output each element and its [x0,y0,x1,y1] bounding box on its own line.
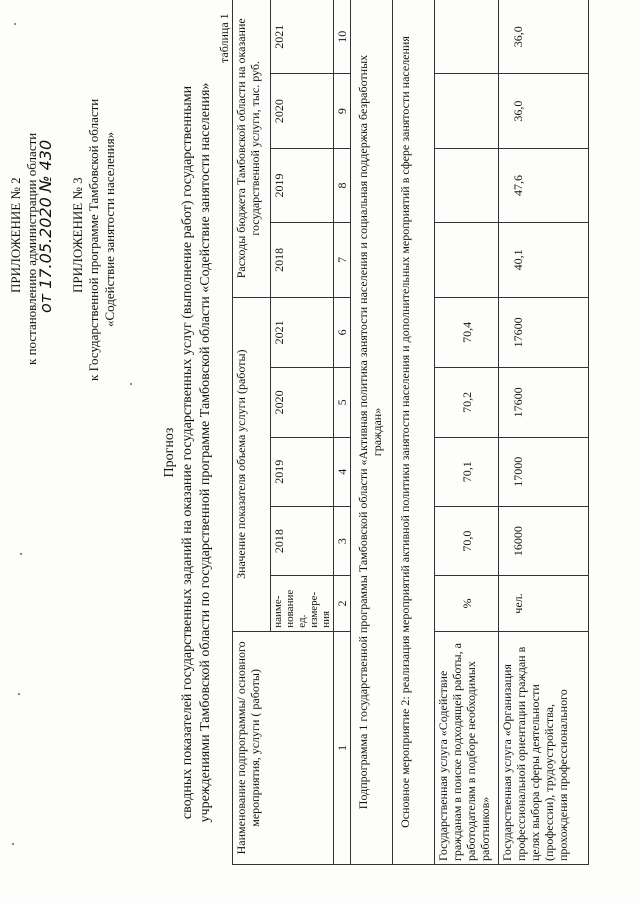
subprogram-row [351,0,393,865]
expense-cell: 47,6 [499,148,589,222]
scan-speck [130,383,132,385]
expense-cell: 36,0 [499,74,589,148]
value-cell: 17600 [499,297,589,368]
expense-cell: 40,1 [499,223,589,297]
expense-cell [435,0,499,74]
appendix3-program: «Содействие занятости населения» [102,131,117,327]
scan-speck [18,693,20,695]
value-cell: 16000 [499,506,589,575]
column-number: 8 [334,148,351,222]
unit-cell: чел. [499,576,589,631]
column-number: 3 [334,506,351,575]
scan-speck [12,843,14,845]
header-year-cell: 2018 [271,506,334,575]
header-year-cell: 2020 [271,368,334,437]
header-year-cell: 2021 [271,297,334,368]
header-expenses-cell: Расходы бюджета Тамбовской области на оказание государственной услуги, тыс. руб. [233,0,271,297]
table-label: таблица 1 [217,13,231,63]
appendix3-reference: к Государственной программе Тамбовской области [86,98,101,381]
subprogram-cell: Подпрограмма 1 государственной программы Тамбовской области «Активная политика занятости населения и социальная поддержка безработных граждан» [351,0,393,865]
main-activity-cell: Основное мероприятие 2: реализация мероприятий активной политики занятости населения и дополнительных мероприятий в сфере занятости населения [393,0,435,865]
column-number: 1 [334,631,351,864]
header-year-cell: 2018 [271,223,334,297]
header-year-cell: 2020 [271,74,334,148]
expense-cell [435,148,499,222]
service-name-cell: Государственная услуга «Содействие гражданам в поиске подходящей работы, а работодателям в подборе необходимых работников» [435,631,499,864]
column-number: 7 [334,223,351,297]
header-indicator-cell: Значение показателя объема услуги (работы) [233,297,271,631]
document-title: Прогноз [162,427,177,478]
appendix2-title: ПРИЛОЖЕНИЕ № 2 [8,177,23,293]
header-name-cell: Наименование подпрограммы/ основного мероприятия, услуги ( работы) [233,631,334,864]
column-number: 5 [334,368,351,437]
value-cell: 70,4 [435,297,499,368]
column-number: 2 [334,576,351,631]
expense-cell [435,74,499,148]
document-subtitle-line1: сводных показателей государственных заданий на оказание государственных услуг (выполнение работ) государственными [180,85,195,820]
column-number: 9 [334,74,351,148]
expense-cell [435,223,499,297]
column-number-row [334,0,351,865]
scan-speck [14,23,16,25]
value-cell: 70,2 [435,368,499,437]
value-cell: 17600 [499,368,589,437]
value-cell: 17000 [499,437,589,506]
document-subtitle-line2: учреждениями Тамбовской области по государственной программе Тамбовской области «Содействие занятости населения» [198,82,213,823]
appendix2-reference: к постановлению администрации области [24,132,39,365]
column-number: 10 [334,0,351,74]
appendix3-title: ПРИЛОЖЕНИЕ № 3 [70,177,85,293]
value-cell: 70,1 [435,437,499,506]
unit-cell: % [435,576,499,631]
header-row-1 [233,0,271,865]
table-row [499,0,589,865]
column-number: 6 [334,297,351,368]
header-unit-cell: наиме-нование ед. измере-ния [271,576,334,631]
header-year-cell: 2019 [271,437,334,506]
header-year-cell: 2019 [271,148,334,222]
forecast-table [232,0,589,865]
scan-speck [20,553,22,555]
header-year-cell: 2021 [271,0,334,74]
value-cell: 70,0 [435,506,499,575]
column-number: 4 [334,437,351,506]
expense-cell: 36,0 [499,0,589,74]
table-row [435,0,499,865]
main-activity-row [393,0,435,865]
handwritten-date-number: от 17.05.2020 № 430 [36,139,55,313]
service-name-cell: Государственная услуга «Организация профессиональной ориентации граждан в целях выбора сферы деятельности (профессии), трудоустройства, прохождения профессионального [499,631,589,864]
